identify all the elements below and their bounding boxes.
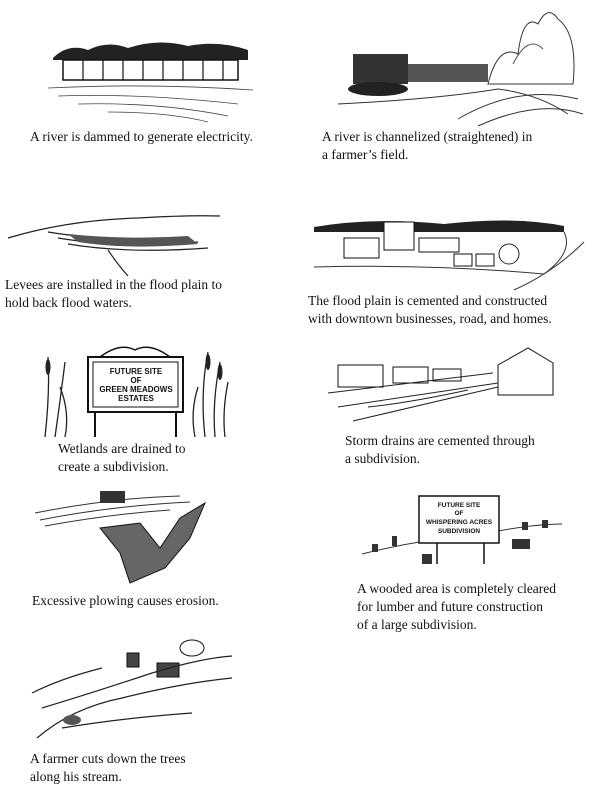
sign-text: ESTATES	[118, 394, 154, 403]
sign-text: FUTURE SITE	[109, 367, 163, 376]
storm-drain-illustration	[328, 345, 558, 423]
caption-line: A wooded area is completely cleared	[357, 581, 557, 596]
caption-dam	[30, 128, 253, 146]
dam-illustration	[48, 38, 258, 123]
caption-storm-drains	[345, 432, 535, 468]
sign-text: OF	[454, 510, 464, 517]
wetlands-sign-illustration	[40, 342, 230, 440]
sign-text: OF	[130, 376, 142, 385]
caption-line: for lumber and future construction	[357, 599, 543, 614]
caption-line: A river is dammed to generate electricity.	[30, 129, 253, 144]
caption-wooded-area	[357, 580, 556, 634]
caption-line: of a large subdivision.	[357, 617, 477, 632]
caption-line: along his stream.	[30, 769, 122, 784]
caption-line: Storm drains are cemented through	[345, 433, 535, 448]
levees-illustration	[8, 210, 223, 278]
caption-line: a farmer’s field.	[322, 147, 409, 162]
caption-line: A river is channelized (straightened) in	[322, 129, 533, 144]
erosion-illustration	[30, 488, 240, 588]
caption-stream-trees	[30, 750, 186, 786]
caption-line: hold back flood waters.	[5, 295, 132, 310]
caption-channelized	[322, 128, 532, 164]
caption-line: Wetlands are drained to	[58, 441, 186, 456]
caption-line: Levees are installed in the flood plain to	[5, 277, 223, 292]
sign-text: WHISPERING ACRES	[425, 519, 493, 526]
channelized-river-illustration	[338, 4, 583, 126]
caption-line: Excessive plowing causes erosion.	[32, 593, 219, 608]
caption-line: A farmer cuts down the trees	[30, 751, 186, 766]
flood-plain-city-illustration	[314, 212, 586, 292]
stream-trees-cut-illustration	[32, 638, 237, 743]
caption-line: with downtown businesses, road, and homes.	[308, 311, 552, 326]
caption-line: create a subdivision.	[58, 459, 169, 474]
caption-line: The flood plain is cemented and constructed	[308, 293, 548, 308]
sign-text: SUBDIVISION	[437, 528, 481, 535]
caption-line: a subdivision.	[345, 451, 421, 466]
caption-erosion	[32, 592, 219, 610]
caption-wetlands	[58, 440, 186, 476]
caption-levees	[5, 276, 222, 312]
sign-text: FUTURE SITE	[437, 502, 481, 509]
caption-flood-plain	[308, 292, 552, 328]
sign-text: GREEN MEADOWS	[99, 385, 173, 394]
cleared-woods-sign-illustration	[362, 494, 567, 572]
